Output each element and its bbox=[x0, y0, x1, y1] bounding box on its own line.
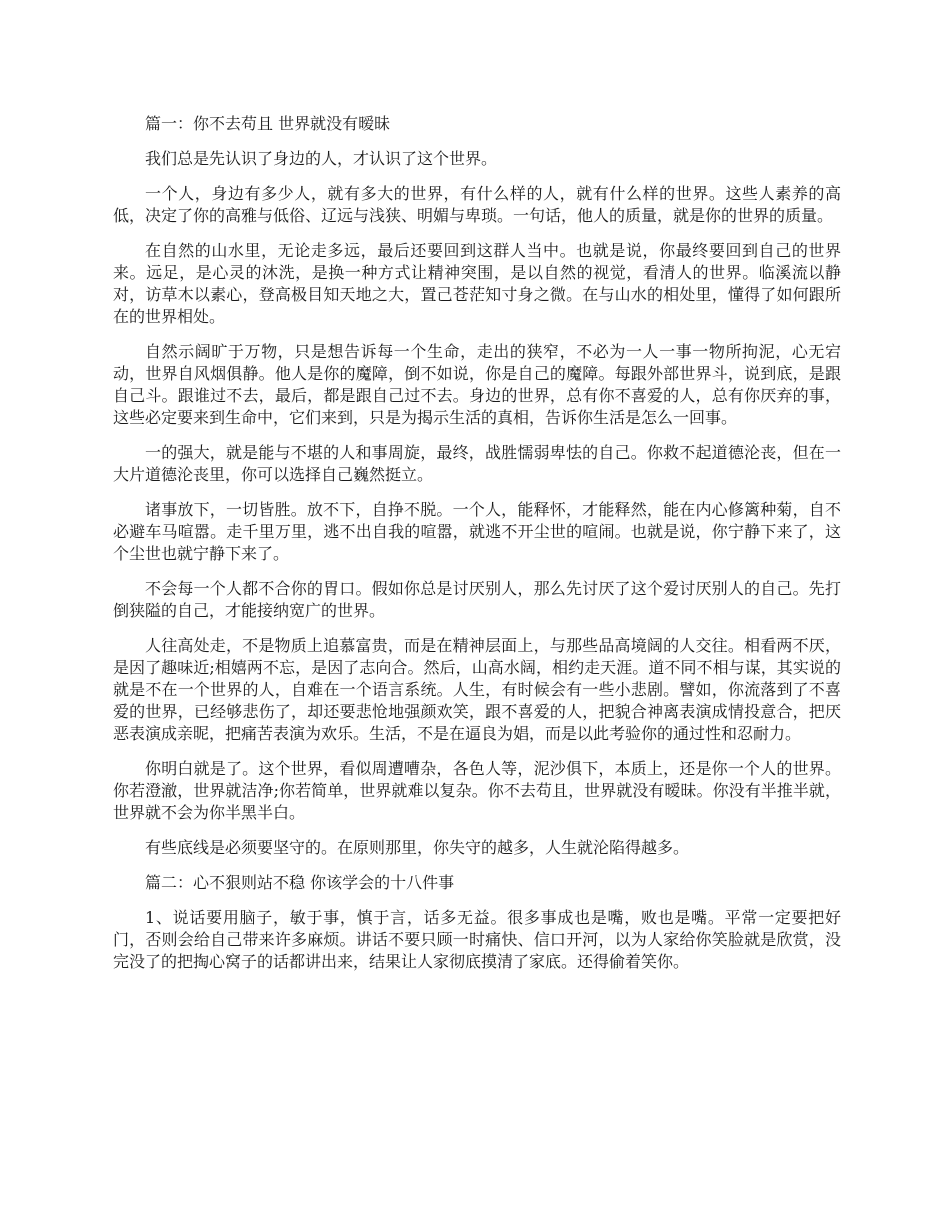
paragraph: 人往高处走，不是物质上追慕富贵，而是在精神层面上，与那些品高境阔的人交往。相看两不厌，是因了趣味近;相嬉两不忘，是因了志向合。然后，山高水阔，相约走天涯。道不同不相与谋，其实说的就是不在一个世界的人，自难在一个语言系统。人生，有时候会有一些小悲剧。譬如，你流落到了不喜爱的世界，已经够悲伤了，却还要悲怆地强颜欢笑，跟不喜爱的人，把貌合神离表演成情投意合，把厌恶表演成亲昵，把痛苦表演为欢乐。生活，不是在逼良为娼，而是以此考验你的通过性和忍耐力。 bbox=[113, 636, 841, 743]
paragraph: 一个人，身边有多少人，就有多大的世界，有什么样的人，就有什么样的世界。这些人素养的高低，决定了你的高雅与低俗、辽远与浅狭、明媚与卑琐。一句话，他人的质量，就是你的世界的质量。 bbox=[113, 184, 841, 225]
paragraph: 在自然的山水里，无论走多远，最后还要回到这群人当中。也就是说，你最终要回到自己的世界来。远足，是心灵的沐洗，是换一种方式让精神突围，是以自然的视觉，看清人的世界。临溪流以静对，访草木以素心，登高极目知天地之大，置己苍茫知寸身之微。在与山水的相处里，懂得了如何跟所在的世界相处。 bbox=[113, 241, 841, 326]
paragraph: 你明白就是了。这个世界，看似周遭嘈杂，各色人等，泥沙俱下，本质上，还是你一个人的世界。你若澄澈，世界就洁净;你若简单，世界就难以复杂。你不去苟且，世界就没有暧昧。你没有半推半就，世界就不会为你半黑半白。 bbox=[113, 759, 841, 822]
paragraph: 有些底线是必须要坚守的。在原则那里，你失守的越多，人生就沦陷得越多。 bbox=[145, 838, 690, 857]
paragraph: 自然示阔旷于万物，只是想告诉每一个生命，走出的狭窄，不必为一人一事一物所拘泥，心无宕动，世界自风烟俱静。他人是你的魔障，倒不如说，你是自己的魔障。每跟外部世界斗，说到底，是跟自己斗。跟谁过不去，最后，都是跟自己过不去。身边的世界，总有你不喜爱的人，总有你厌弃的事，这些必定要来到生命中，它们来到，只是为揭示生活的真相，告诉你生活是怎么一回事。 bbox=[113, 342, 841, 427]
paragraph: 我们总是先认识了身边的人，才认识了这个世界。 bbox=[145, 149, 498, 168]
paragraph: 诸事放下，一切皆胜。放不下，自挣不脱。一个人，能释怀，才能释然，能在内心修篱种菊，自不必避车马喧嚣。走千里万里，逃不出自我的喧嚣，就逃不开尘世的喧闹。也就是说，你宁静下来了，这个尘世也就宁静下来了。 bbox=[113, 500, 841, 563]
paragraph: 一的强大，就是能与不堪的人和事周旋，最终，战胜懦弱卑怯的自己。你救不起道德沦丧，但在一大片道德沦丧里，你可以选择自己巍然挺立。 bbox=[113, 443, 841, 484]
paragraph: 1、说话要用脑子，敏于事，慎于言，话多无益。很多事成也是嘴，败也是嘴。平常一定要把好门，否则会给自己带来许多麻烦。讲话不要只顾一时痛快、信口开河，以为人家给你笑脸就是欣赏，没完没了的把掏心窝子的话都讲出来，结果让人家彻底摸清了家底。还得偷着笑你。 bbox=[113, 908, 841, 971]
document-page bbox=[113, 113, 841, 986]
section-heading-2: 篇二：心不狠则站不稳 你该学会的十八件事 bbox=[145, 873, 455, 892]
section-heading-1: 篇一：你不去苟且 世界就没有暧昧 bbox=[145, 114, 391, 133]
paragraph: 不会每一个人都不合你的胃口。假如你总是讨厌别人，那么先讨厌了这个爱讨厌别人的自己。先打倒狭隘的自己，才能接纳宽广的世界。 bbox=[113, 579, 841, 620]
